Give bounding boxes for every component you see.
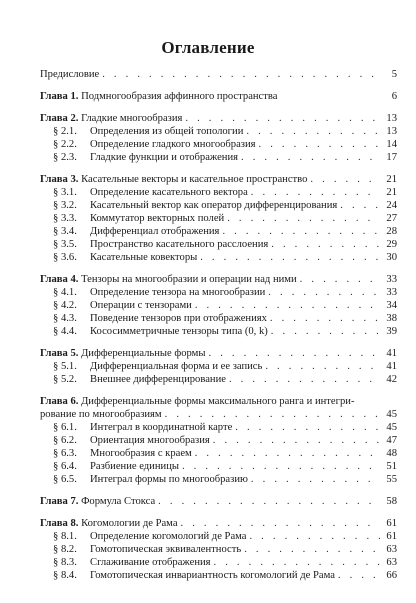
toc-section[interactable] <box>53 300 397 312</box>
section-number: § 3.3. <box>53 213 77 224</box>
toc-page-number: 6 <box>391 91 397 102</box>
section-label: Гомотопическая эквивалентность <box>90 544 242 555</box>
toc-page-number: 13 <box>386 113 397 124</box>
toc-chapter-8[interactable] <box>40 518 397 530</box>
section-label: Касательный вектор как оператор дифференцирования <box>90 200 338 211</box>
leader-dots <box>241 152 380 164</box>
toc-page-number: 41 <box>386 348 397 359</box>
toc-page-number: 30 <box>386 252 397 263</box>
section-label: Ориентация многообразия <box>90 435 210 446</box>
section-number: § 4.3. <box>53 313 77 324</box>
section-number: § 2.1. <box>53 126 77 137</box>
leader-dots <box>251 187 380 199</box>
section-label: Определения из общей топологии <box>90 126 244 137</box>
section-label: Определение касательного вектора <box>90 187 248 198</box>
section-number: § 3.1. <box>53 187 77 198</box>
toc-page-number: 29 <box>386 239 397 250</box>
toc-chapter-2[interactable] <box>40 113 397 125</box>
section-label: Интеграл в координатной карте <box>90 422 233 433</box>
toc-page-number: 41 <box>386 361 397 372</box>
chapter-label: Когомологии де Рама <box>81 518 178 529</box>
leader-dots <box>259 139 380 151</box>
leader-dots <box>244 544 380 556</box>
toc-section[interactable] <box>53 544 397 556</box>
section-label: Интеграл формы по многообразию <box>90 474 248 485</box>
toc-page-number: 47 <box>386 435 397 446</box>
leader-dots <box>214 557 380 569</box>
chapter-label-continued: рование по многообразиям <box>40 409 162 420</box>
section-label: Пространство касательного расслоения <box>90 239 269 250</box>
section-label: Гладкие функции и отображения <box>90 152 238 163</box>
toc-page-number: 38 <box>386 313 397 324</box>
chapter-prefix: Глава 2. <box>40 113 79 124</box>
leader-dots <box>338 570 380 582</box>
chapter-label: Касательные векторы и касательное пространство <box>81 174 308 185</box>
section-number: § 6.1. <box>53 422 77 433</box>
leader-dots <box>271 326 380 338</box>
chapter-label: Формула Стокса <box>81 496 156 507</box>
toc-page-number: 58 <box>386 496 397 507</box>
leader-dots <box>200 252 380 264</box>
section-number: § 3.6. <box>53 252 77 263</box>
section-number: § 3.2. <box>53 200 77 211</box>
chapter-label: Дифференциальные формы максимального ранга и интегри- <box>81 396 355 407</box>
leader-dots <box>251 474 380 486</box>
toc-chapter-5[interactable] <box>40 348 397 360</box>
toc-page-number: 5 <box>391 69 397 80</box>
chapter-prefix: Глава 5. <box>40 348 79 359</box>
chapter-prefix: Глава 8. <box>40 518 79 529</box>
toc-section[interactable] <box>53 213 397 225</box>
toc-section[interactable] <box>53 200 397 212</box>
section-number: § 8.1. <box>53 531 77 542</box>
toc-section[interactable] <box>53 139 397 151</box>
chapter-label: Дифференциальные формы <box>81 348 206 359</box>
leader-dots <box>213 435 380 447</box>
toc-page-number: 45 <box>386 422 397 433</box>
section-number: § 3.4. <box>53 226 77 237</box>
toc-page-number: 33 <box>386 287 397 298</box>
toc-section[interactable] <box>53 126 397 138</box>
chapter-prefix: Глава 1. <box>40 91 79 102</box>
section-label: Касательные ковекторы <box>90 252 198 263</box>
toc-page-number: 34 <box>386 300 397 311</box>
leader-dots <box>265 361 380 373</box>
leader-dots <box>310 174 380 186</box>
toc-page-number: 28 <box>386 226 397 237</box>
chapter-label: Тензоры на многообразии и операции над ними <box>81 274 297 285</box>
toc-section[interactable] <box>53 361 397 373</box>
section-label: Определение тензора на многообразии <box>90 287 266 298</box>
chapter-label: Гладкие многообразия <box>81 113 183 124</box>
toc-page-number: 48 <box>386 448 397 459</box>
leader-dots <box>249 531 380 543</box>
leader-dots <box>229 374 380 386</box>
toc-chapter-1[interactable] <box>40 91 397 103</box>
section-number: § 2.3. <box>53 152 77 163</box>
toc-page-number: 13 <box>386 126 397 137</box>
section-label: Поведение тензоров при отображениях <box>90 313 267 324</box>
leader-dots <box>158 496 380 508</box>
toc-section[interactable] <box>53 313 397 325</box>
section-label: Кососимметричные тензоры типа (0, k) <box>90 326 268 337</box>
leader-dots <box>195 448 380 460</box>
section-number: § 6.2. <box>53 435 77 446</box>
leader-dots <box>270 313 380 325</box>
section-number: § 2.2. <box>53 139 77 150</box>
section-label: Внешнее дифференцирование <box>90 374 226 385</box>
leader-dots <box>195 300 380 312</box>
toc-page-number: 39 <box>386 326 397 337</box>
section-label: Определение гладкого многообразия <box>90 139 256 150</box>
section-number: § 6.3. <box>53 448 77 459</box>
toc-page-number: 14 <box>386 139 397 150</box>
toc-page-number: 45 <box>386 409 397 420</box>
section-label: Коммутатор векторных полей <box>90 213 225 224</box>
toc-page-number: 42 <box>386 374 397 385</box>
chapter-prefix: Глава 3. <box>40 174 79 185</box>
toc-chapter-3[interactable] <box>40 174 397 186</box>
section-number: § 4.1. <box>53 287 77 298</box>
toc-page-number: 63 <box>386 557 397 568</box>
toc-page-number: 33 <box>386 274 397 285</box>
toc-section[interactable] <box>53 374 397 386</box>
toc-chapter-6-continuation[interactable] <box>40 409 397 421</box>
section-number: § 4.2. <box>53 300 77 311</box>
section-number: § 5.1. <box>53 361 77 372</box>
toc-page-number: 21 <box>386 187 397 198</box>
leader-dots <box>340 200 380 212</box>
section-number: § 6.4. <box>53 461 77 472</box>
section-number: § 5.2. <box>53 374 77 385</box>
toc-section[interactable] <box>53 226 397 238</box>
toc-chapter-6[interactable] <box>40 396 397 408</box>
toc-page-number: 24 <box>386 200 397 211</box>
page-title: Оглавление <box>161 38 255 57</box>
toc-section[interactable] <box>53 422 397 434</box>
toc-section[interactable] <box>53 239 397 251</box>
section-label: Многообразия с краем <box>90 448 192 459</box>
toc-section[interactable] <box>53 570 397 582</box>
toc-page-number: 63 <box>386 544 397 555</box>
section-label: Дифференциал отображения <box>90 226 220 237</box>
leader-dots <box>185 113 380 125</box>
toc-chapter-4[interactable] <box>40 274 397 286</box>
toc-page-number: 55 <box>386 474 397 485</box>
leader-dots <box>271 239 380 251</box>
toc-section[interactable] <box>53 435 397 447</box>
chapter-prefix: Глава 7. <box>40 496 79 507</box>
toc-section[interactable] <box>53 448 397 460</box>
toc-section[interactable] <box>53 187 397 199</box>
section-label: Сглаживание отображения <box>90 557 211 568</box>
toc-section[interactable] <box>53 152 397 164</box>
toc-entry-preface[interactable] <box>40 69 397 81</box>
toc-page-number: 61 <box>386 518 397 529</box>
leader-dots <box>182 461 380 473</box>
toc-section[interactable] <box>53 326 397 338</box>
toc-section[interactable] <box>53 557 397 569</box>
section-label: Операции с тензорами <box>90 300 192 311</box>
toc-page-number: 51 <box>386 461 397 472</box>
section-number: § 8.4. <box>53 570 77 581</box>
toc-section[interactable] <box>53 474 397 486</box>
toc-chapter-7[interactable] <box>40 496 397 508</box>
toc-section[interactable] <box>53 252 397 264</box>
leader-dots <box>165 409 380 421</box>
section-number: § 6.5. <box>53 474 77 485</box>
leader-dots <box>222 226 380 238</box>
section-label: Разбиение единицы <box>90 461 179 472</box>
leader-dots <box>181 518 380 530</box>
toc-section[interactable] <box>53 461 397 473</box>
toc-section[interactable] <box>53 287 397 299</box>
leader-dots <box>246 126 380 138</box>
toc-page-number: 66 <box>386 570 397 581</box>
toc-section[interactable] <box>53 531 397 543</box>
chapter-prefix: Глава 4. <box>40 274 79 285</box>
section-label: Дифференциальная форма и ее запись <box>90 361 263 372</box>
section-label: Гомотопическая инвариантность когомологий де Рама <box>90 570 335 581</box>
leader-dots <box>209 348 380 360</box>
toc-page-number: 61 <box>386 531 397 542</box>
chapter-prefix: Глава 6. <box>40 396 79 407</box>
section-label: Определение когомологий де Рама <box>90 531 247 542</box>
section-number: § 4.4. <box>53 326 77 337</box>
toc-entry-label: Предисловие <box>40 69 100 80</box>
toc-page-number: 21 <box>386 174 397 185</box>
leader-dots <box>227 213 380 225</box>
leader-dots <box>300 274 380 286</box>
section-number: § 8.3. <box>53 557 77 568</box>
section-number: § 3.5. <box>53 239 77 250</box>
leader-dots <box>268 287 380 299</box>
toc-page-number: 17 <box>386 152 397 163</box>
leader-dots <box>235 422 380 434</box>
toc-page-number: 27 <box>386 213 397 224</box>
chapter-label: Подмногообразия аффинного пространства <box>81 91 278 102</box>
section-number: § 8.2. <box>53 544 77 555</box>
leader-dots <box>102 69 380 81</box>
